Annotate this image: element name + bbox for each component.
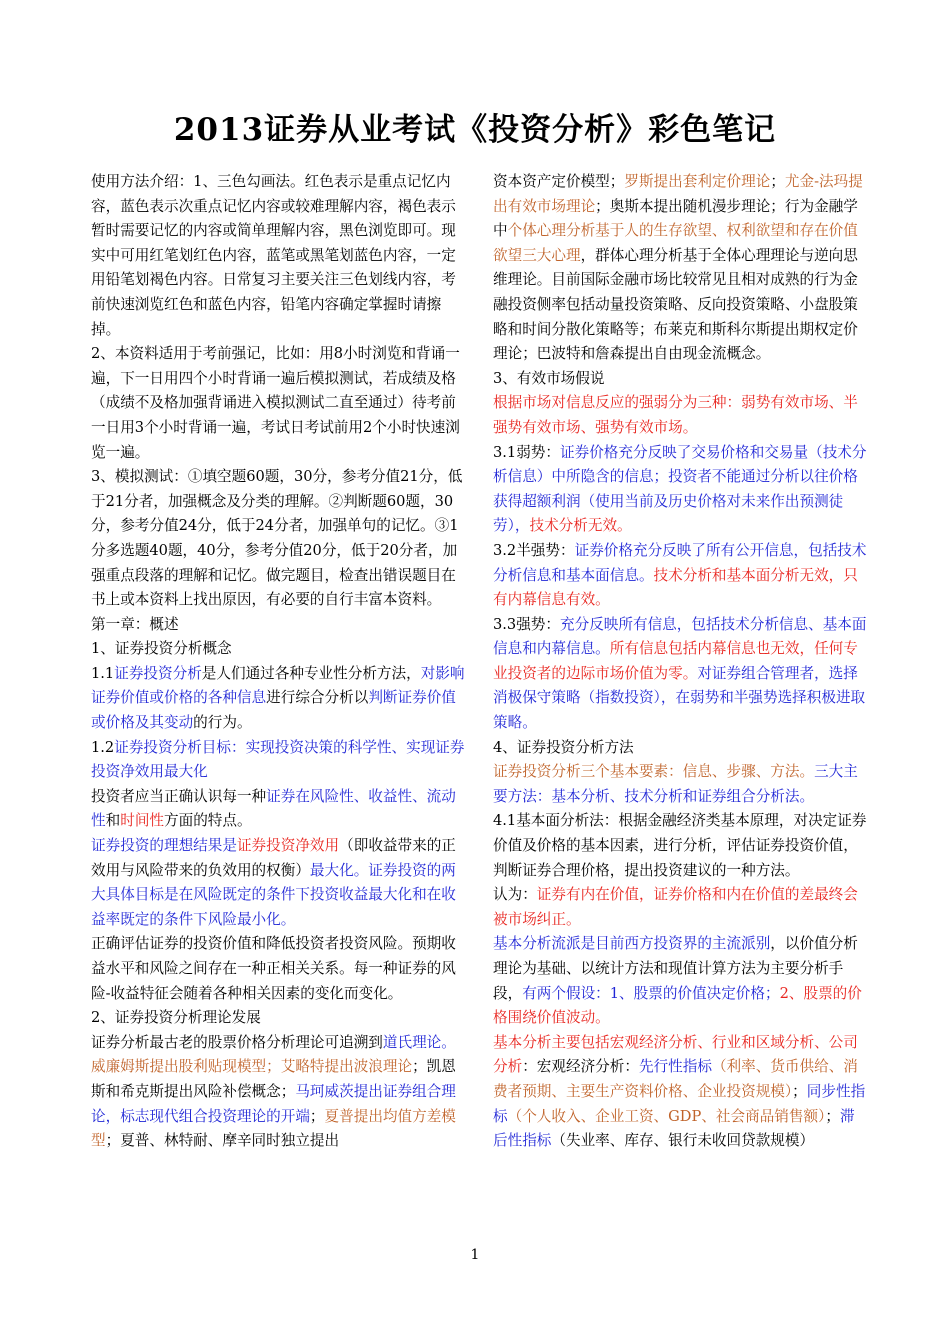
text-run: ； bbox=[792, 1082, 807, 1100]
text-run: 三大主要方法：基本分析、技术分析和证券组合分析法。 bbox=[493, 763, 858, 805]
text-run: 尤金-法玛提出有效市场理论 bbox=[493, 173, 863, 215]
text-run: 判断证券价值或价格及其变动 bbox=[91, 689, 456, 732]
paragraph bbox=[493, 736, 868, 761]
text-run: 是人们通过各种专业性分析方法， bbox=[201, 664, 421, 682]
paragraph bbox=[493, 367, 868, 392]
right-column bbox=[493, 170, 868, 1154]
text-run: 证券投资分析三个基本要素：信息、步骤、方法。 bbox=[493, 763, 815, 781]
paragraph bbox=[91, 662, 466, 736]
paragraph bbox=[91, 637, 466, 662]
text-run: 马珂威茨提出证券组合理论，标志现代组合投资理论的开端 bbox=[91, 1082, 456, 1125]
text-run: 证券分析最古老的股票价格分析理论可追溯到 bbox=[91, 1033, 383, 1051]
text-run: 对证券组合管理者，选择消极保守策略（指数投资），在弱势和半强势选择积极进取策略。 bbox=[493, 664, 866, 732]
paragraph bbox=[493, 391, 868, 440]
paragraph bbox=[493, 932, 868, 1030]
paragraph bbox=[91, 736, 466, 785]
text-run: 3、有效市场假说 bbox=[493, 369, 605, 387]
paragraph bbox=[493, 613, 868, 736]
paragraph bbox=[91, 170, 466, 342]
text-run: 证券投资的理想结果是 bbox=[91, 837, 237, 855]
text-run: 有两个假设：1、股票的价值决定价格； bbox=[522, 984, 780, 1002]
left-column bbox=[91, 170, 466, 1154]
paragraph bbox=[493, 760, 868, 809]
text-run: 进行综合分析以 bbox=[266, 689, 369, 707]
text-run: 证券价格充分反映了交易价格和交易量（技术分析信息）中所隐含的信息；投资者不能通过分析以往价格获得超额利润（使用当前及历史价格对未来作出预测徒劳）， bbox=[493, 443, 867, 535]
paragraph bbox=[493, 170, 868, 367]
text-run: 3.3强势： bbox=[493, 615, 560, 633]
text-run: 技术分析无效。 bbox=[529, 517, 632, 535]
paragraph bbox=[493, 441, 868, 539]
text-run: ，群体心理分析基于全体心理理论与逆向思维理论。目前国际金融市场比较常见且相对成熟的行为金融投资侧率包括动量投资策略、反向投资策略、小盘股策略和时间分散化策略等；布莱克和斯科尔斯提出期权定价理论；巴波特和詹森提出自由现金流概念。 bbox=[493, 246, 858, 363]
text-run: 所有信息包括内幕信息也无效，任何专业投资者的边际市场价值为零。 bbox=[493, 640, 858, 682]
paragraph bbox=[91, 1031, 466, 1056]
text-run: 同步性指标 bbox=[493, 1082, 866, 1125]
text-run: 4.1基本面分析法：根据金融经济类基本原理，对决定证券价值及价格的基本因素，进行分析，评估证券投资价值，判断证券合理价格，提出投资建议的一种方法。 bbox=[493, 812, 867, 879]
text-run: 道氏理论。 bbox=[382, 1033, 456, 1051]
text-run: （个人收入、企业工资、GDP、社会商品销售额） bbox=[507, 1107, 826, 1125]
text-run: 2、证券投资分析理论发展 bbox=[91, 1009, 261, 1027]
text-run: ；奥斯本提出随机漫步理论；行为金融学中 bbox=[493, 197, 858, 240]
text-run: （失业率、库存、银行未收回贷款规模） bbox=[551, 1132, 815, 1150]
text-run: ； bbox=[770, 173, 785, 190]
text-run: 第一章：概述 bbox=[91, 615, 179, 633]
text-run: ； bbox=[825, 1107, 840, 1125]
text-run: （利率、货币供给、消费者预期、主要生产资料价格、企业投资规模） bbox=[493, 1058, 858, 1100]
text-run: 证券投资分析 bbox=[114, 664, 202, 682]
text-run: 对影响证券价值或价格的各种信息 bbox=[91, 664, 465, 707]
text-run: 3、模拟测试：①填空题60题，30分，参考分值21分，低于21分者，加强概念及分类的理解。②判断题60题，30分，参考分值24分，低于24分者，加强单句的记忆。③1分多选题40题，40分，参考分值20分，低于20分者，加强重点段落的理解和记忆。做完题目，检查出错误题目在书上或本资料上找出原因，有必要的自行丰富本资料。 bbox=[91, 468, 463, 609]
text-run: 个体心理分析基于人的生存欲望、权利欲望和存在价值欲望三大心理 bbox=[493, 222, 858, 264]
text-run: ；夏普、林特耐、摩辛同时独立提出 bbox=[105, 1132, 340, 1150]
page-title: 2013证券从业考试《投资分析》彩色笔记 bbox=[173, 112, 777, 148]
text-run: 2、本资料适用于考前强记，比如：用8小时浏览和背诵一遍，下一日用四个小时背诵一遍后模拟测试，若成绩及格（成绩不及格加强背诵进入模拟测试二直至通过）待考前一日用3个小时背诵一遍，考试日考试前用2个小时快速浏览一遍。 bbox=[91, 345, 460, 461]
text-run: ；凯恩斯和希克斯提出风险补偿概念； bbox=[91, 1058, 456, 1100]
text-run: （即收益带来的正效用与风险带来的负效用的权衡） bbox=[91, 837, 456, 879]
text-run: 充分反映所有信息，包括技术分析信息、基本面信息和内幕信息。 bbox=[493, 615, 867, 658]
text-run: 正确评估证券的投资价值和降低投资者投资风险。预期收益水平和风险之间存在一种正相关关系。每一种证券的风险-收益特征会随着各种相关因素的变化而变化。 bbox=[91, 935, 456, 1002]
paragraph bbox=[493, 539, 868, 613]
text-run: 使用方法介绍：1、三色勾画法。红色表示是重点记忆内容，蓝色表示次重点记忆内容或较难理解内容，褐色表示暂时需要记忆的内容或简单理解内容，黑色浏览即可。现实中可用红笔划红色内容，蓝笔或黑笔划蓝色内容，一定用铅笔划褐色内容。日常复习主要关注三色划线内容，考前快速浏览红色和蓝色内容，铅笔内容确定掌握时请擦掉。 bbox=[91, 173, 456, 338]
paragraph bbox=[91, 834, 466, 932]
paragraph bbox=[91, 1055, 466, 1153]
text-run: 的行为。 bbox=[193, 714, 252, 732]
paragraph bbox=[91, 342, 466, 465]
text-run: 和 bbox=[105, 812, 121, 830]
text-run: 时间性 bbox=[120, 812, 165, 830]
paragraph bbox=[91, 465, 466, 613]
text-run: 资本资产定价模型； bbox=[493, 173, 625, 190]
text-run: ； bbox=[309, 1107, 325, 1125]
text-run: 投资者应当正确认识每一种 bbox=[91, 787, 267, 805]
text-run: ：宏观经济分析： bbox=[522, 1058, 639, 1076]
paragraph bbox=[493, 883, 868, 932]
text-run: 最大化。证券投资的两大具体目标是在风险既定的条件下投资收益最大化和在收益率既定的条件下风险最小化。 bbox=[91, 861, 456, 928]
text-run: 1.2 bbox=[91, 738, 115, 756]
text-run: 滞后性指标 bbox=[493, 1107, 855, 1150]
text-run: 3.1弱势： bbox=[493, 443, 560, 461]
text-run: 罗斯提出套利定价理论 bbox=[624, 173, 771, 190]
text-run: 根据市场对信息反应的强弱分为三种：弱势有效市场、半强势有效市场、强势有效市场。 bbox=[493, 394, 858, 436]
text-run: ，以价值分析理论为基础、以统计方法和现值计算方法为主要分析手段， bbox=[493, 935, 858, 1002]
paragraph bbox=[493, 809, 868, 883]
paragraph bbox=[493, 1031, 868, 1154]
text-run: 证券投资净效用 bbox=[236, 837, 340, 855]
text-run: 先行性指标 bbox=[638, 1058, 712, 1076]
paragraph bbox=[91, 1006, 466, 1031]
page-number: 1 bbox=[470, 1247, 480, 1263]
text-run: 认为： bbox=[493, 886, 537, 904]
text-run: 证券有内在价值，证券价格和内在价值的差最终会被市场纠正。 bbox=[493, 886, 858, 928]
text-run: 证券在风险性、收益性、流动性 bbox=[91, 787, 456, 830]
text-run: 证券价格充分反映了所有公开信息，包括技术分析信息和基本面信息。 bbox=[493, 541, 867, 584]
paragraph bbox=[91, 613, 466, 638]
text-run: 基本分析主要包括宏观经济分析、行业和区域分析、公司分析 bbox=[493, 1033, 858, 1076]
text-run: 1.1 bbox=[91, 664, 115, 682]
text-run: 威廉姆斯提出股利贴现模型；艾略特提出波浪理论 bbox=[91, 1058, 413, 1076]
text-run: 1、证券投资分析概念 bbox=[91, 640, 232, 658]
text-run: 方面的特点。 bbox=[164, 812, 252, 830]
text-run: 证券投资分析目标：实现投资决策的科学性、实现证券投资净效用最大化 bbox=[91, 738, 465, 781]
text-run: 3.2半强势： bbox=[493, 541, 575, 559]
text-run: 4、证券投资分析方法 bbox=[493, 738, 634, 756]
paragraph bbox=[91, 932, 466, 1006]
text-run: 基本分析流派是目前西方投资界的主流派别 bbox=[493, 935, 771, 953]
paragraph bbox=[91, 785, 466, 834]
text-run: 2、股票的价格围绕价值波动。 bbox=[493, 984, 862, 1027]
text-run: 夏普提出均值方差模型 bbox=[91, 1107, 456, 1150]
text-run: 技术分析和基本面分析无效，只有内幕信息有效。 bbox=[493, 566, 858, 609]
